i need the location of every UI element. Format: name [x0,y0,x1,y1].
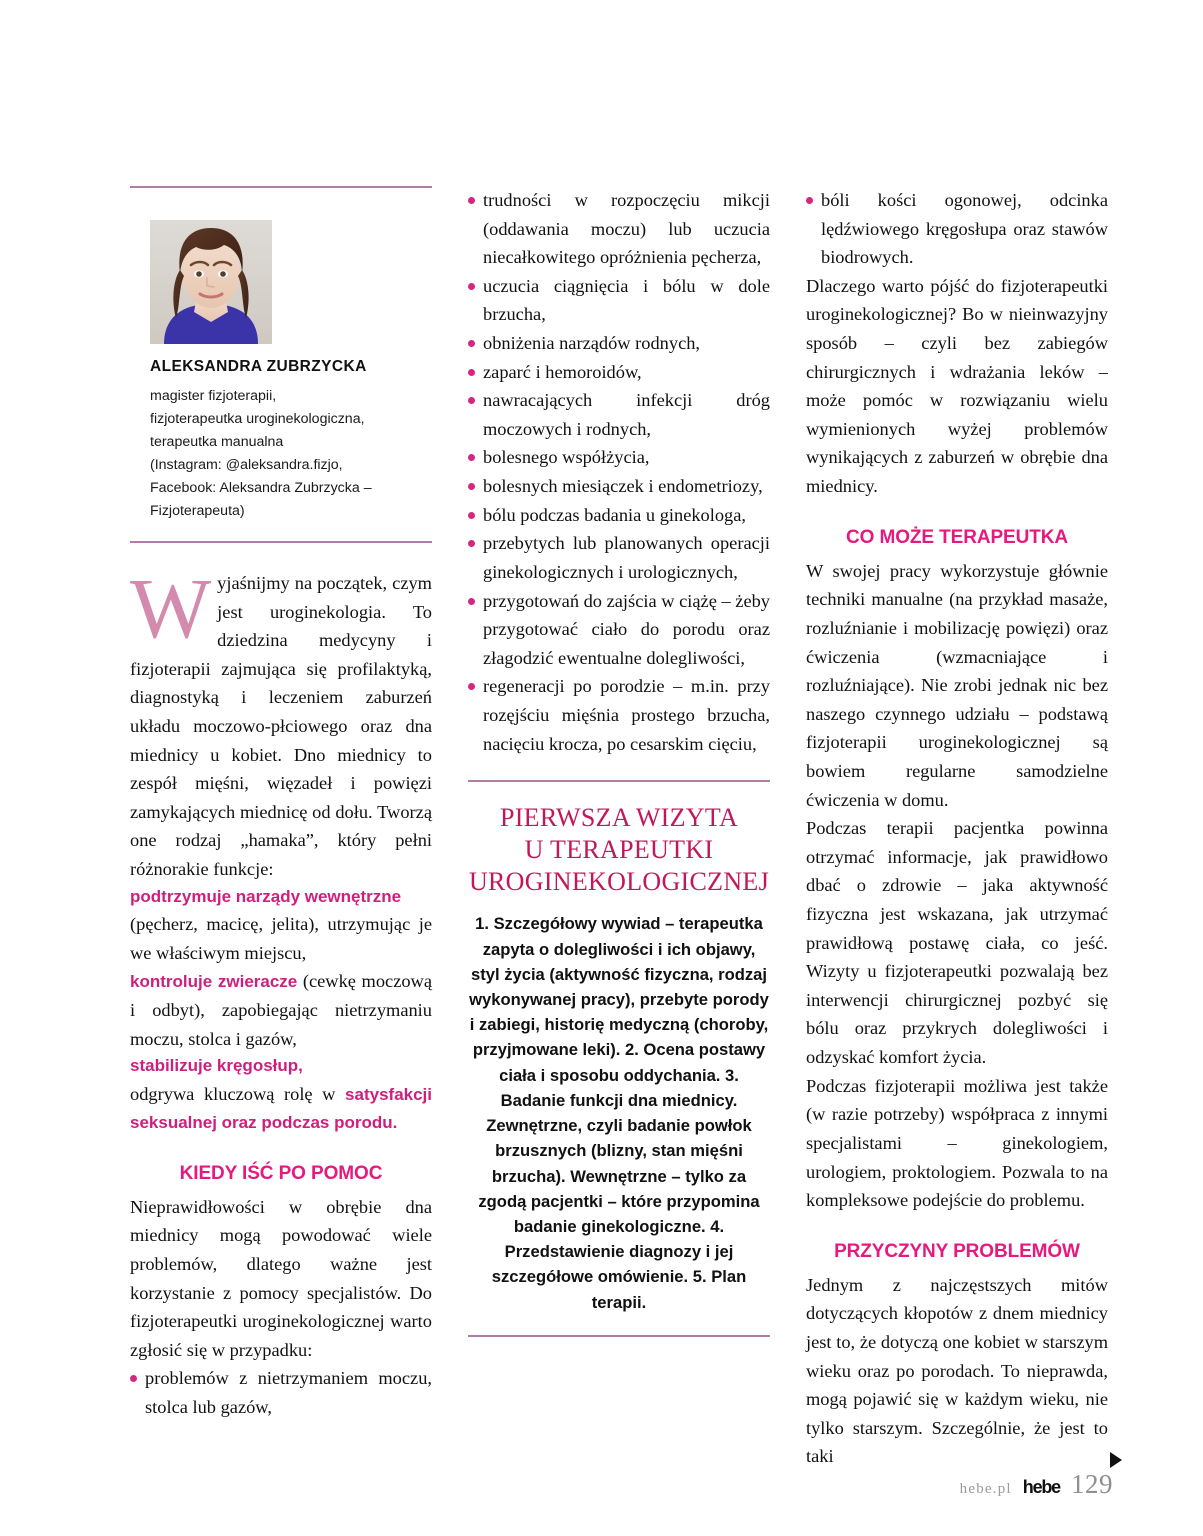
bio-rule-bottom [130,541,432,543]
column2-bullet-list [468,186,770,758]
list-item: trudności w rozpoczęciu mikcji (oddawania moczu) lub uczucia niecałkowitego opróżnienia pęcherza, [468,186,770,272]
feature-heading-line: PIERWSZA WIZYTA [499,803,739,833]
list-item: przygotowań do zajścia w ciążę – żeby przygotować ciało do porodu oraz złagodzić ewentualne dolegliwości, [468,587,770,673]
function-1-highlight: podtrzymuje narządy wewnętrzne [130,886,402,906]
credential-line: fizjoterapeutka uroginekologiczna, [150,411,365,427]
feature-heading [468,802,770,897]
list-item: nawracających infekcji dróg moczowych i rodnych, [468,386,770,443]
list-item: bolesnych miesiączek i endometriozy, [468,472,770,501]
column3-bullet-list [806,186,1108,272]
magazine-page [130,0,1110,1536]
credential-line: terapeutka manualna [150,434,284,450]
feature-steps: 1. Szczegółowy wywiad – terapeutka zapyta o dolegliwości i ich objawy, styl życia (aktywność fizyczna, rodzaj wykonywanej pracy), przebyte porody i zabiegi, historię medyczną (choroby, przyjmowane leki). 2. Ocena postawy ciała i sposobu oddychania. 3. Badanie funkcji dna miednicy. Zewnętrzne, czyli badanie powłok brzusznych (blizny, stan mięśni brzucha). Wewnętrzne – tylko za zgodą pacjentki – które przypomina badanie ginekologiczne. 4. Przedstawienie diagnozy i jej szczegółowe omówienie. 5. Plan terapii. [469,914,769,1312]
feature-rule-top [468,780,770,782]
feature-rule-bottom [468,1335,770,1337]
list-item: uczucia ciągnięcia i bólu w dole brzucha, [468,272,770,329]
portrait-photo-icon [150,220,272,344]
continue-arrow-icon [1110,1452,1122,1468]
list-item: bólu podczas badania u ginekologa, [468,501,770,530]
heading-kiedy-isc-po-pomoc: KIEDY IŚĆ PO POMOC [179,1162,383,1184]
paragraph-cooperation: Podczas fizjoterapii możliwa jest także (w razie potrzeby) współpraca z innymi specjalistami – ginekologiem, urologiem, proktologiem. Pozwala to na kompleksowe podejście do problemu. [806,1075,1108,1211]
credential-line: Fizjoterapeuta) [150,503,245,519]
column-one [130,186,432,1471]
credential-line: Facebook: Aleksandra Zubrzycka – [150,480,372,496]
function-4-pre: odgrywa kluczową rolę w [130,1083,346,1104]
column-two [468,186,770,1471]
drop-cap: W [130,560,212,656]
function-item-3 [130,1053,432,1137]
function-1-rest: (pęcherz, macicę, jelita), utrzymując je we właściwym miejscu, [130,914,432,963]
list-item: bóli kości ogonowej, odcinka lędźwiowego kręgosłupa oraz stawów biodrowych. [806,186,1108,272]
heading-przyczyny-problemow: PRZYCZYNY PROBLEMÓW [834,1240,1080,1262]
paragraph-myths: Jednym z najczęstszych mitów dotyczących kłopotów z dnem miednicy jest to, że dotyczą one kobiet w starszym wieku oraz po porodach. To nieprawda, mogą pojawić się w każdym wieku, nie tylko starszym. Szczególnie, że jest to taki [806,1274,1108,1467]
three-column-layout [130,186,1110,1471]
paragraph-techniques: W swojej pracy wykorzystuje głównie techniki manualne (na przykład masaże, rozluźnianie i mobilizację powięzi) oraz ćwiczenia (wzmacniające i rozluźniające). Nie zrobi jednak nic bez naszego czynnego udziału – podstawą fizjoterapii uroginekologicznej są bowiem regularne samodzielne ćwiczenia w domu. [806,560,1108,810]
column1-bullet-list [130,1364,432,1421]
lead-text: yjaśnijmy na początek, czym jest uroginekologia. To dziedzina medycyny i fizjoterapii zajmująca się profilaktyką, diagnostyką i leczeniem zaburzeń układu moczowo-płciowego oraz dna miednicy u kobiet. Dno miednicy to zespół mięśni, więzadeł i powięzi zamykających miednicę od dołu. Tworzą one rodzaj „hamaka”, który pełni różnorakie funkcje: [130,573,432,880]
list-item: obniżenia narządów rodnych, [468,329,770,358]
column-three [806,186,1108,1471]
hebe-logo: hebe [1022,1477,1060,1497]
page-footer [960,1469,1113,1500]
function-item-1 [130,884,432,968]
function-2-highlight: kontroluje zwieracze [130,972,298,992]
list-item: zaparć i hemoroidów, [468,358,770,387]
page-number: 129 [1071,1469,1113,1499]
feature-heading-line: UROGINEKOLOGICZNEJ [468,866,770,896]
list-item: regeneracji po porodzie – m.in. przy rozęjściu mięśnia prostego brzucha, nacięciu krocza, po cesarskim cięciu, [468,672,770,758]
function-item-2 [130,967,432,1053]
author-photo [150,220,272,344]
list-item: przebytych lub planowanych operacji ginekologicznych i urologicznych, [468,529,770,586]
lead-paragraph [130,560,432,884]
feature-heading-line: U TERAPEUTKI [524,834,714,864]
function-3-highlight: stabilizuje kręgosłup, [130,1056,303,1076]
paragraph-why-go: Dlaczego warto pójść do fizjoterapeutki uroginekologicznej? Bo w nieinwazyjny sposób – czyli bez zabiegów chirurgicznych i wdrażania leków – może pomóc w rozwiązaniu wielu wymienionych wyżej problemów wynikających z zaburzeń w obrębie dna miednicy. [806,275,1108,497]
first-visit-feature-box [468,780,770,1337]
heading-co-moze-terapeutka: CO MOŻE TERAPEUTKA [846,526,1068,548]
list-item: bolesnego współżycia, [468,443,770,472]
function-4-highlight: satysfakcji seksualnej oraz podczas porodu. [130,1084,432,1133]
author-name: ALEKSANDRA ZUBRZYCKA [150,358,367,375]
author-credentials [150,385,432,523]
bio-rule-top [130,186,432,188]
footer-site-url: hebe.pl [959,1481,1012,1497]
credential-line: magister fizjoterapii, [150,388,277,404]
function-2-rest: (cewkę moczową i odbyt), zapobiegając nietrzymaniu moczu, stolca i gazów, [130,971,432,1049]
help-paragraph: Nieprawidłowości w obrębie dna miednicy mogą powodować wiele problemów, dlatego ważne jest korzystanie z pomocy specjalistów. Do fizjoterapeutki uroginekologicznej warto zgłosić się w przypadku: [130,1196,432,1360]
list-item: problemów z nietrzymaniem moczu, stolca lub gazów, [130,1364,432,1421]
paragraph-during-therapy: Podczas terapii pacjentka powinna otrzymać informacje, jak prawidłowo dbać o zdrowie – jaka aktywność fizyczna jest wskazana, jak utrzymać prawidłową postawę ciała, co jeść. Wizyty u fizjoterapeutki pozwalają bez interwencji chirurgicznej pozbyć się bólu oraz przykrych dolegliwości i odzyskać komfort życia. [806,818,1108,1068]
credential-line: (Instagram: @aleksandra.fizjo, [150,457,343,473]
